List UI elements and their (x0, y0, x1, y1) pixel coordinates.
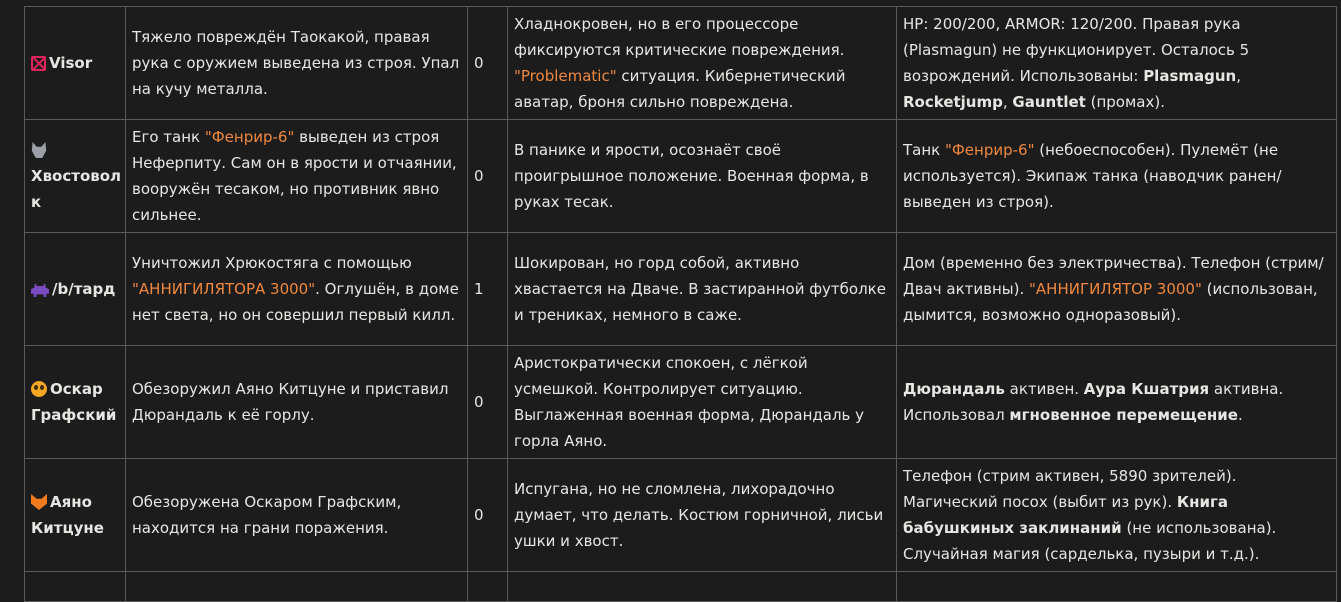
highlight-text: "Problematic" (514, 67, 617, 85)
inventory-text: Дом (временно без электричества). Телефон (стрим/Двач активны). (903, 254, 1324, 298)
action-text: . Оглушён, в доме нет света, но он совершил первый килл. (132, 280, 459, 324)
wolf-icon (31, 142, 47, 158)
inventory-text: HP: 200/200, ARMOR: 120/200. Правая рука (Plasmagun) не функционирует. Осталось 5 возрождений. Использованы: (903, 15, 1250, 85)
character-name: Оскар Графский (31, 380, 117, 424)
inventory-text: активен. (1004, 380, 1084, 398)
inventory-text: , (1002, 93, 1013, 111)
alien-monster-icon (31, 284, 49, 297)
fox-icon (31, 494, 47, 510)
character-name: /b/тард (52, 280, 116, 298)
character-name-cell (25, 233, 126, 346)
kills-cell: 1 (468, 233, 508, 346)
inventory-bold-text: Дюрандаль (903, 380, 1005, 398)
inventory-cell (897, 459, 1337, 572)
highlight-text: "АННИГИЛЯТОР 3000" (1029, 280, 1202, 298)
state-cell: Аристократически спокоен, с лёгкой усмешкой. Контролирует ситуацию. Выглаженная военная форма, Дюрандаль у горла Аяно. (508, 346, 897, 459)
kills-cell: 0 (468, 346, 508, 459)
inventory-bold-text: Аура Кшатрия (1083, 380, 1210, 398)
face-icon (31, 381, 47, 397)
kills-cell: 0 (468, 7, 508, 120)
character-name: Visor (49, 54, 93, 72)
kills-cell (468, 572, 508, 602)
inventory-cell (897, 346, 1337, 459)
inventory-text: , (1236, 67, 1242, 85)
kills-cell: 0 (468, 120, 508, 233)
inventory-text: (использован, дымится, возможно одноразовый). (903, 280, 1318, 324)
action-text: выведен из строя Неферпиту. Сам он в ярости и отчаянии, вооружён тесаком, но противник явно сильнее. (132, 128, 457, 224)
state-cell (508, 572, 897, 602)
character-name-cell (25, 120, 126, 233)
state-cell: Испугана, но не сломлена, лихорадочно думает, что делать. Костюм горничной, лисьи ушки и хвост. (508, 459, 897, 572)
character-name: Аяно Китцуне (31, 493, 104, 537)
state-cell: Шокирован, но горд собой, активно хвастается на Дваче. В застиранной футболке и трениках, немного в саже. (508, 233, 897, 346)
kills-cell: 0 (468, 459, 508, 572)
table-row (25, 459, 1337, 572)
character-name-cell (25, 7, 126, 120)
table-row (25, 120, 1337, 233)
character-name: Хвостоволк (31, 167, 122, 211)
highlight-text: "Фенрир-6" (204, 128, 295, 146)
inventory-bold-text: мгновенное перемещение (1009, 406, 1238, 424)
action-text: Уничтожил Хрюкостяга с помощью (132, 254, 412, 272)
inventory-cell (897, 233, 1337, 346)
inventory-text: (промах). (1085, 93, 1165, 111)
anger-symbol-icon (31, 56, 46, 71)
table-row (25, 233, 1337, 346)
state-text: Хладнокровен, но в его процессоре фиксируются критические повреждения. (514, 15, 845, 59)
inventory-cell (897, 7, 1337, 120)
inventory-text: Танк (903, 141, 945, 159)
inventory-bold-text: Книга бабушкиных заклинаний (903, 493, 1228, 537)
inventory-text: (небоеспособен). Пулемёт (не используется). Экипаж танка (наводчик ранен/выведен из строя). (903, 141, 1282, 211)
inventory-bold-text: Rocketjump (903, 93, 1003, 111)
character-name-cell (25, 346, 126, 459)
action-text: Его танк (132, 128, 205, 146)
action-cell (126, 7, 468, 120)
table-row (25, 572, 1337, 602)
inventory-text: Телефон (стрим активен, 5890 зрителей). Магический посох (выбит из рук). (903, 467, 1237, 511)
inventory-bold-text: Gauntlet (1012, 93, 1086, 111)
table-row (25, 346, 1337, 459)
inventory-bold-text: Plasmagun (1143, 67, 1237, 85)
action-cell (126, 572, 468, 602)
state-text: ситуация. Кибернетический аватар, броня сильно повреждена. (514, 67, 846, 111)
status-table-container (24, 6, 1336, 602)
action-cell (126, 120, 468, 233)
inventory-cell (897, 120, 1337, 233)
status-table (24, 6, 1337, 602)
inventory-text: . (1237, 406, 1243, 424)
action-cell (126, 233, 468, 346)
character-name-cell (25, 459, 126, 572)
action-cell: Обезоружена Оскаром Графским, находится на грани поражения. (126, 459, 468, 572)
highlight-text: "АННИГИЛЯТОРА 3000" (132, 280, 316, 298)
character-name-cell (25, 572, 126, 602)
inventory-cell (897, 572, 1337, 602)
inventory-text: активна. Использовал (903, 380, 1284, 424)
state-cell (508, 7, 897, 120)
state-cell: В панике и ярости, осознаёт своё проигрышное положение. Военная форма, в руках тесак. (508, 120, 897, 233)
action-text: Тяжело повреждён Таокакой, правая рука с оружием выведена из строя. Упал на кучу металла. (132, 28, 460, 98)
highlight-text: "Фенрир-6" (945, 141, 1035, 159)
inventory-text: (не использована). Случайная магия (сарделька, пузыри и т.д.). (903, 519, 1277, 563)
table-row (25, 7, 1337, 120)
action-cell: Обезоружил Аяно Китцуне и приставил Дюрандаль к её горлу. (126, 346, 468, 459)
